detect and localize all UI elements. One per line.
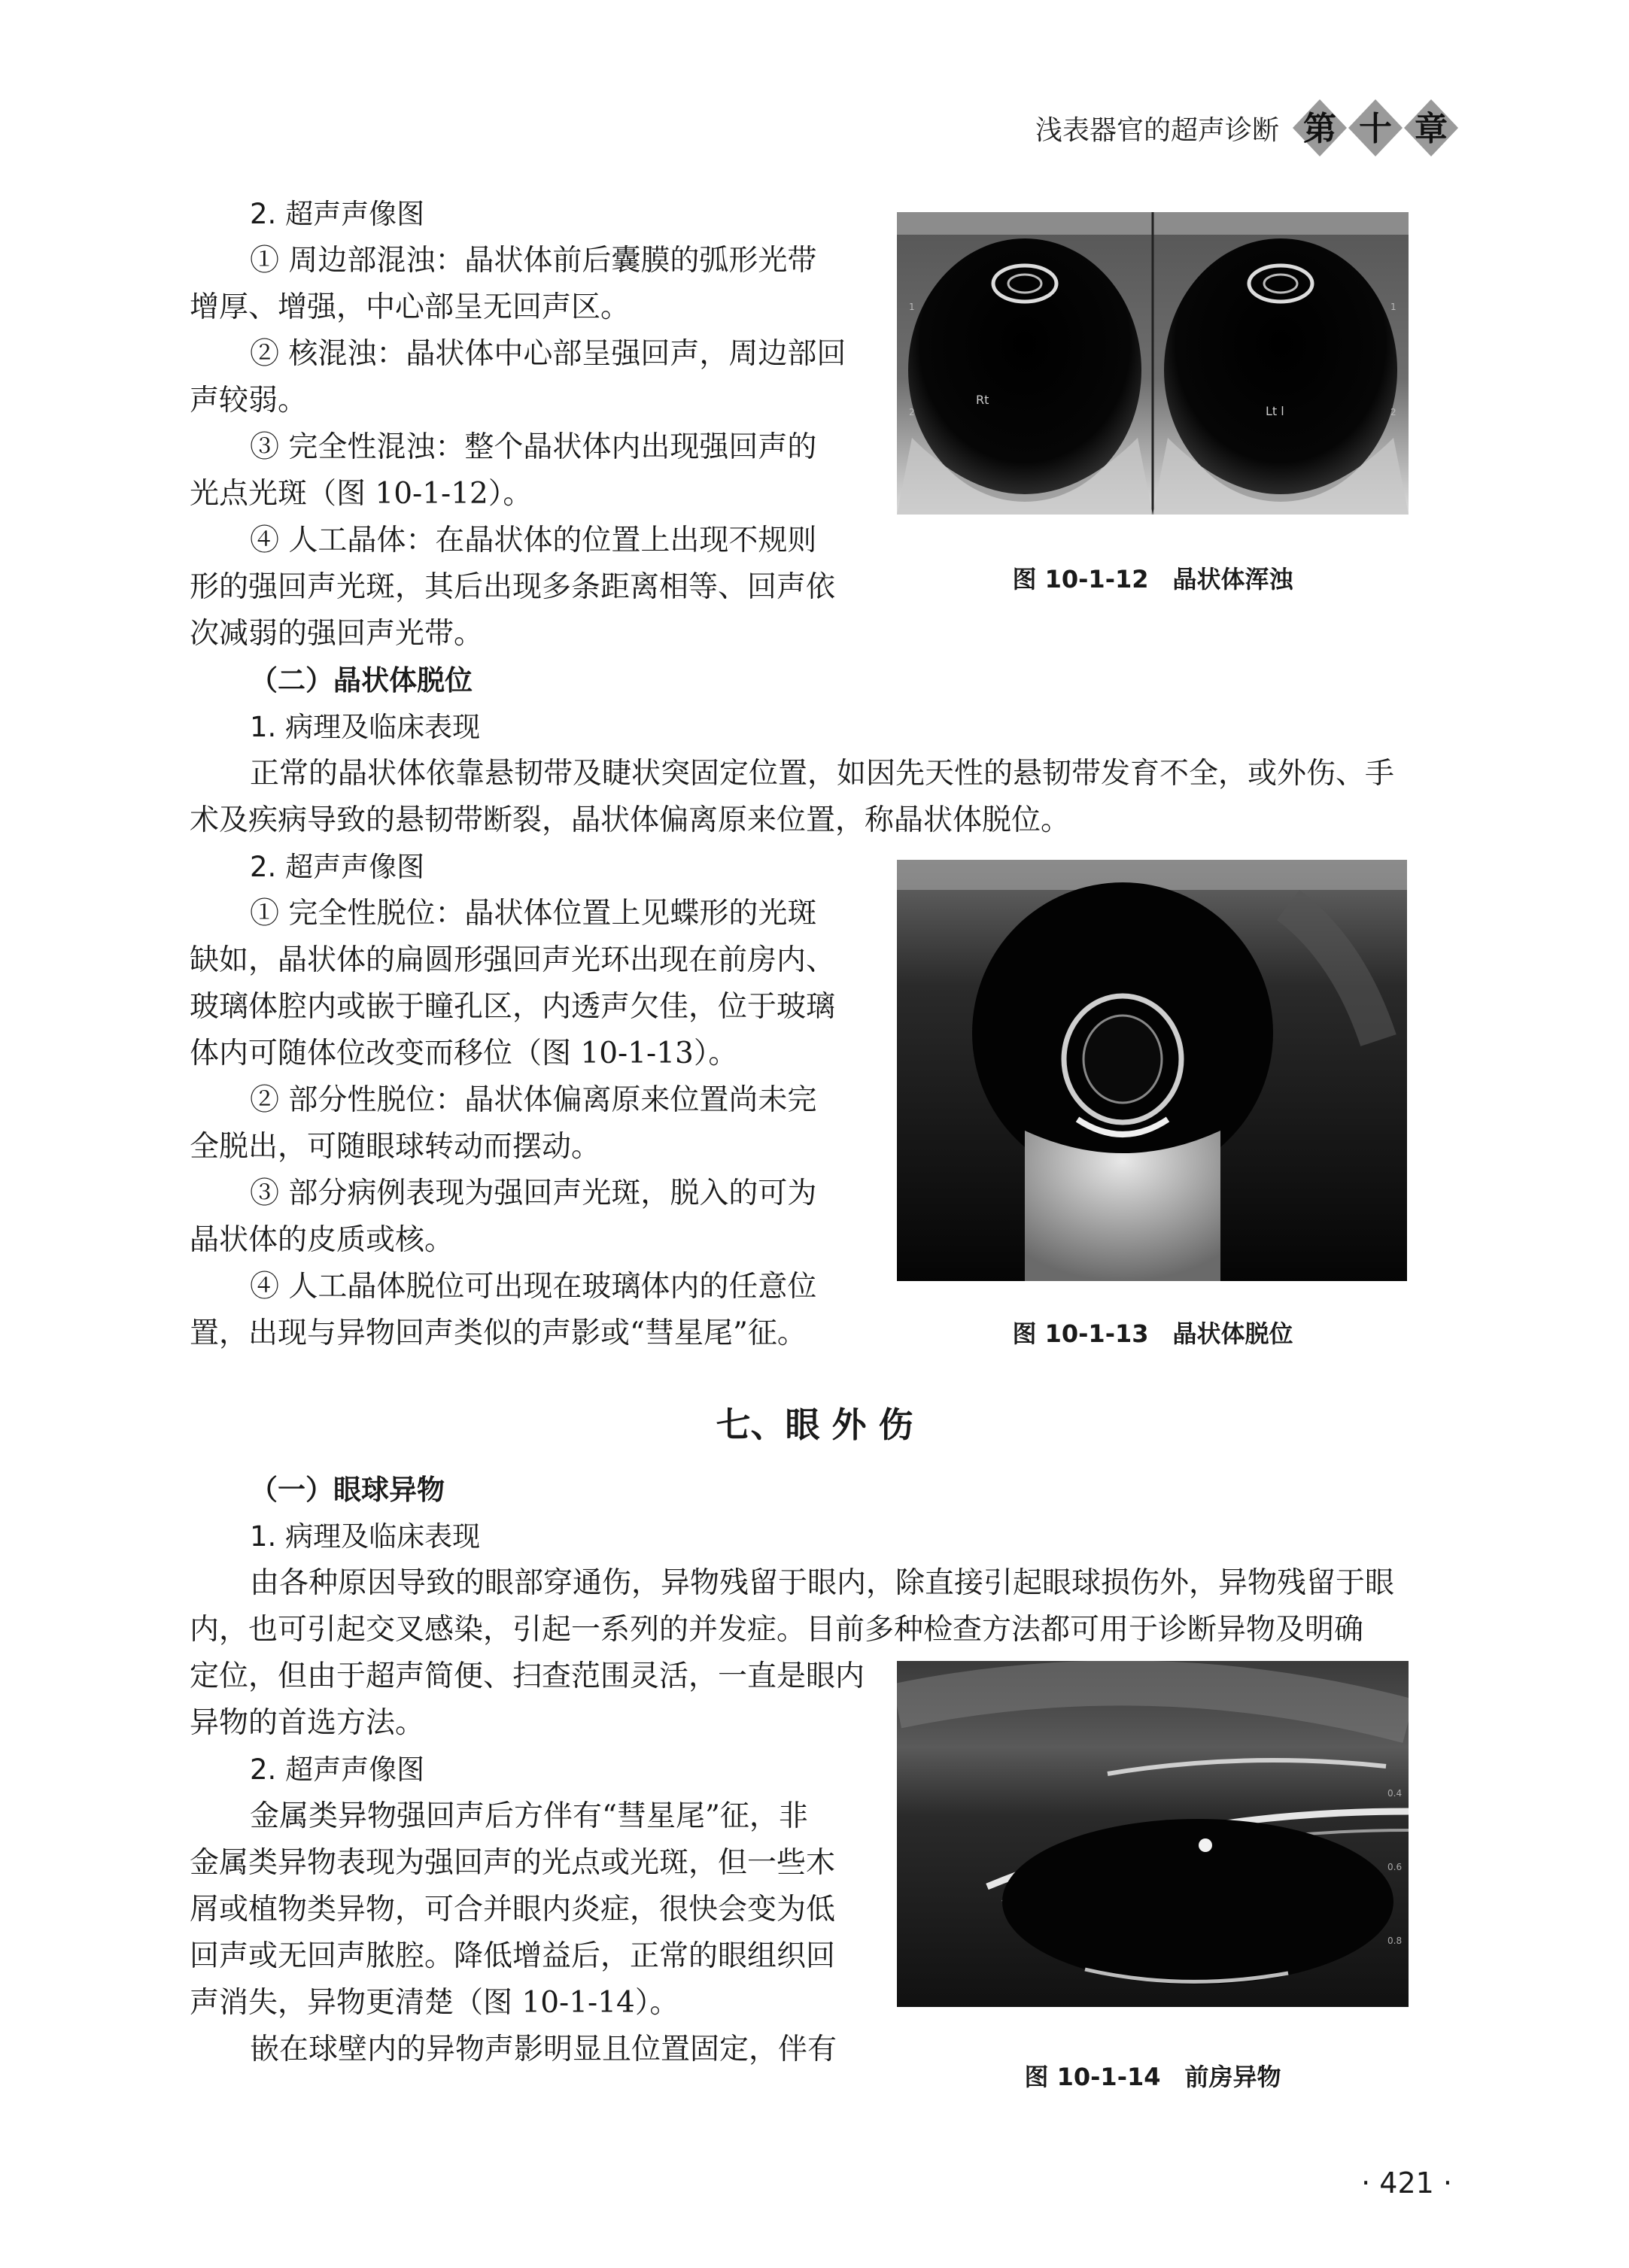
paragraph-line: ④ 人工晶体脱位可出现在玻璃体内的任意位 <box>250 1270 817 1304</box>
paragraph-line: 次减弱的强回声光带。 <box>190 617 484 651</box>
paragraph-line: ④ 人工晶体：在晶状体的位置上出现不规则 <box>250 524 817 557</box>
paragraph-line: 缺如，晶状体的扁圆形强回声光环出现在前房内、 <box>190 943 836 977</box>
paragraph-line: ① 周边部混浊：晶状体前后囊膜的弧形光带 <box>250 244 817 278</box>
chapter-char-1: 第 <box>1303 110 1336 148</box>
subheading: 2. 超声声像图 <box>250 1753 425 1786</box>
depth-label: 0.6 <box>1387 1862 1403 1872</box>
paragraph-line: ③ 部分病例表现为强回声光斑，脱入的可为 <box>250 1177 817 1210</box>
paragraph-line: ② 部分性脱位：晶状体偏离原来位置尚未完 <box>250 1083 817 1117</box>
ultrasound-image-lens-dislocation <box>897 860 1407 1281</box>
paragraph-line: 定位，但由于超声简便、扫查范围灵活，一直是眼内 <box>190 1659 865 1693</box>
paragraph-line: 声消失，异物更清楚（图 10-1-14）。 <box>190 1986 679 2020</box>
paragraph-line: 金属类异物强回声后方伴有“彗星尾”征，非 <box>250 1799 808 1833</box>
paragraph-line: 正常的晶状体依靠悬韧带及睫状突固定位置，如因先天性的悬韧带发育不全，或外伤、手 <box>250 757 1395 791</box>
paragraph-line: 术及疾病导致的悬韧带断裂，晶状体偏离原来位置，称晶状体脱位。 <box>190 803 1071 837</box>
section-title: 七、眼 外 伤 <box>716 1404 913 1445</box>
paragraph-line: 置，出现与异物回声类似的声影或“彗星尾”征。 <box>190 1316 807 1350</box>
rt-label: Rt <box>976 393 989 407</box>
section-heading: （二）晶状体脱位 <box>250 664 473 697</box>
paragraph-line: ① 完全性脱位：晶状体位置上见蝶形的光斑 <box>250 897 817 931</box>
paragraph-line: 内，也可引起交叉感染，引起一系列的并发症。目前多种检查方法都可用于诊断异物及明确 <box>190 1613 1364 1647</box>
paragraph-line: 形的强回声光斑，其后出现多条距离相等、回声依 <box>190 570 836 604</box>
paragraph-line: 回声或无回声脓腔。降低增益后，正常的眼组织回 <box>190 1939 836 1973</box>
subheading: 1. 病理及临床表现 <box>250 711 481 743</box>
depth-label: 0.8 <box>1387 1936 1403 1946</box>
subheading: 1. 病理及临床表现 <box>250 1520 481 1553</box>
subheading: 2. 超声声像图 <box>250 198 425 230</box>
paragraph-line: 全脱出，可随眼球转动而摆动。 <box>190 1130 601 1164</box>
paragraph-line: ③ 完全性混浊：整个晶状体内出现强回声的 <box>250 430 817 464</box>
paragraph-line: 晶状体的皮质或核。 <box>190 1223 454 1257</box>
paragraph-line: 嵌在球壁内的异物声影明显且位置固定，伴有 <box>250 2033 837 2066</box>
paragraph-line: 金属类异物表现为强回声的光点或光斑，但一些木 <box>190 1846 836 1880</box>
ultrasound-image-foreign-body <box>897 1661 1409 2007</box>
paragraph-line: 玻璃体腔内或嵌于瞳孔区，内透声欠佳，位于玻璃 <box>190 990 836 1024</box>
paragraph-line: ② 核混浊：晶状体中心部呈强回声，周边部回 <box>250 337 846 371</box>
paragraph-line: 声较弱。 <box>190 384 308 417</box>
paragraph-line: 体内可随体位改变而移位（图 10-1-13）。 <box>190 1037 738 1070</box>
subheading: 2. 超声声像图 <box>250 851 425 883</box>
figure-caption: 图 10-1-14 前房异物 <box>1024 2063 1281 2091</box>
paragraph-line: 异物的首选方法。 <box>190 1706 425 1740</box>
scale-label: 2 <box>909 407 915 417</box>
lt-label: Lt l <box>1266 404 1284 418</box>
scale-label: 2 <box>1390 407 1397 417</box>
ultrasound-image-lens-opacity <box>897 212 1409 515</box>
section-heading: （一）眼球异物 <box>250 1474 445 1506</box>
scale-label: 1 <box>1390 302 1397 312</box>
paragraph-line: 由各种原因导致的眼部穿通伤，异物残留于眼内，除直接引起眼球损伤外，异物残留于眼 <box>250 1566 1395 1600</box>
scale-label: 1 <box>909 302 915 312</box>
running-header-title: 浅表器官的超声诊断 <box>1035 115 1279 146</box>
paragraph-line: 屑或植物类异物，可合并眼内炎症，很快会变为低 <box>190 1893 836 1926</box>
page-number: · 421 · <box>1361 2166 1452 2200</box>
chapter-char-3: 章 <box>1415 110 1448 148</box>
chapter-char-2: 十 <box>1359 110 1392 148</box>
paragraph-line: 光点光斑（图 10-1-12）。 <box>190 477 533 511</box>
depth-label: 0.4 <box>1387 1788 1403 1799</box>
figure-caption: 图 10-1-13 晶状体脱位 <box>1012 1319 1293 1348</box>
paragraph-line: 增厚、增强，中心部呈无回声区。 <box>190 290 631 324</box>
figure-caption: 图 10-1-12 晶状体浑浊 <box>1012 565 1293 594</box>
